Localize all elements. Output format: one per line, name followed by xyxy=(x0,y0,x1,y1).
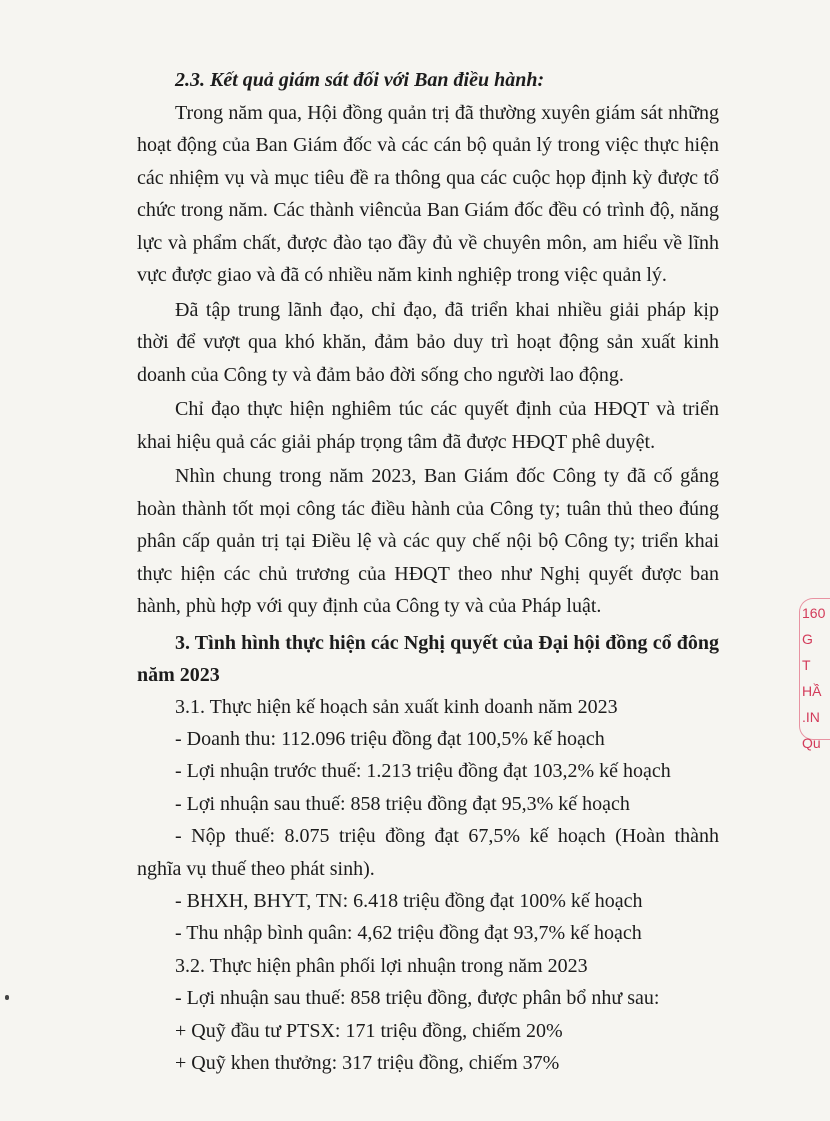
section-2-3-paragraph-4: Nhìn chung trong năm 2023, Ban Giám đốc Công ty đã cố gắng hoàn thành tốt mọi công tác điều hành của Công ty; tuân thủ theo đúng phân cấp quản trị tại Điều lệ và các quy chế nội bộ Công ty; triển khai thực hiện các chủ trương của HĐQT theo như Nghị quyết được ban hành, phù hợp với quy định của Công ty và của Pháp luật. xyxy=(137,465,719,617)
document-body xyxy=(137,64,719,1079)
stamp-fragment: .IN xyxy=(802,709,820,725)
list-item: - Lợi nhuận trước thuế: 1.213 triệu đồng đạt 103,2% kế hoạch xyxy=(175,760,671,783)
list-item: - Lợi nhuận sau thuế: 858 triệu đồng đạt 95,3% kế hoạch xyxy=(175,792,630,815)
list-item: + Quỹ khen thưởng: 317 triệu đồng, chiếm 37% xyxy=(175,1051,560,1074)
scan-speck xyxy=(5,995,9,1000)
list-item: - Doanh thu: 112.096 triệu đồng đạt 100,5% kế hoạch xyxy=(175,727,605,750)
section-2-3-paragraph-3: Chỉ đạo thực hiện nghiêm túc các quyết định của HĐQT và triển khai hiệu quả các giải pháp trọng tâm đã được HĐQT phê duyệt. xyxy=(137,398,719,453)
section-2-3-paragraph-2: Đã tập trung lãnh đạo, chỉ đạo, đã triển khai nhiều giải pháp kịp thời để vượt qua khó khăn, đảm bảo duy trì hoạt động sản xuất kinh doanh của Công ty và đảm bảo đời sống cho người lao động. xyxy=(137,298,719,386)
stamp-fragment: HẦ xyxy=(802,683,822,699)
list-item: + Quỹ đầu tư PTSX: 171 triệu đồng, chiếm 20% xyxy=(175,1019,563,1042)
list-item: - Nộp thuế: 8.075 triệu đồng đạt 67,5% kế hoạch (Hoàn thành nghĩa vụ thuế theo phát sinh). xyxy=(137,825,719,880)
list-item: - Thu nhập bình quân: 4,62 triệu đồng đạt 93,7% kế hoạch xyxy=(175,922,642,945)
list-item: - Lợi nhuận sau thuế: 858 triệu đồng, được phân bổ như sau: xyxy=(175,987,660,1010)
section-3-heading: 3. Tình hình thực hiện các Nghị quyết của Đại hội đồng cổ đông năm 2023 xyxy=(137,631,719,686)
list-item: - BHXH, BHYT, TN: 6.418 triệu đồng đạt 100% kế hoạch xyxy=(175,889,643,912)
section-3-2-heading: 3.2. Thực hiện phân phối lợi nhuận trong năm 2023 xyxy=(175,954,588,977)
section-2-3-heading: 2.3. Kết quả giám sát đối với Ban điều hành: xyxy=(175,69,545,91)
company-stamp xyxy=(792,600,826,751)
section-3-1-heading: 3.1. Thực hiện kế hoạch sản xuất kinh doanh năm 2023 xyxy=(175,695,618,718)
stamp-fragment: G T xyxy=(802,631,813,673)
stamp-fragment: Qu xyxy=(802,735,821,751)
stamp-fragment: 160 xyxy=(802,605,826,621)
section-2-3-paragraph-1: Trong năm qua, Hội đồng quản trị đã thường xuyên giám sát những hoạt động của Ban Giám đốc và các cán bộ quản lý trong việc thực hiện các nhiệm vụ và mục tiêu đề ra thông qua các cuộc họp định kỳ được tổ chức trong năm. Các thành viêncủa Ban Giám đốc đều có trình độ, năng lực và phẩm chất, được đào tạo đầy đủ về chuyên môn, am hiểu về lĩnh vực được giao và đã có nhiều năm kinh nghiệp trong việc quản lý. xyxy=(137,101,719,286)
